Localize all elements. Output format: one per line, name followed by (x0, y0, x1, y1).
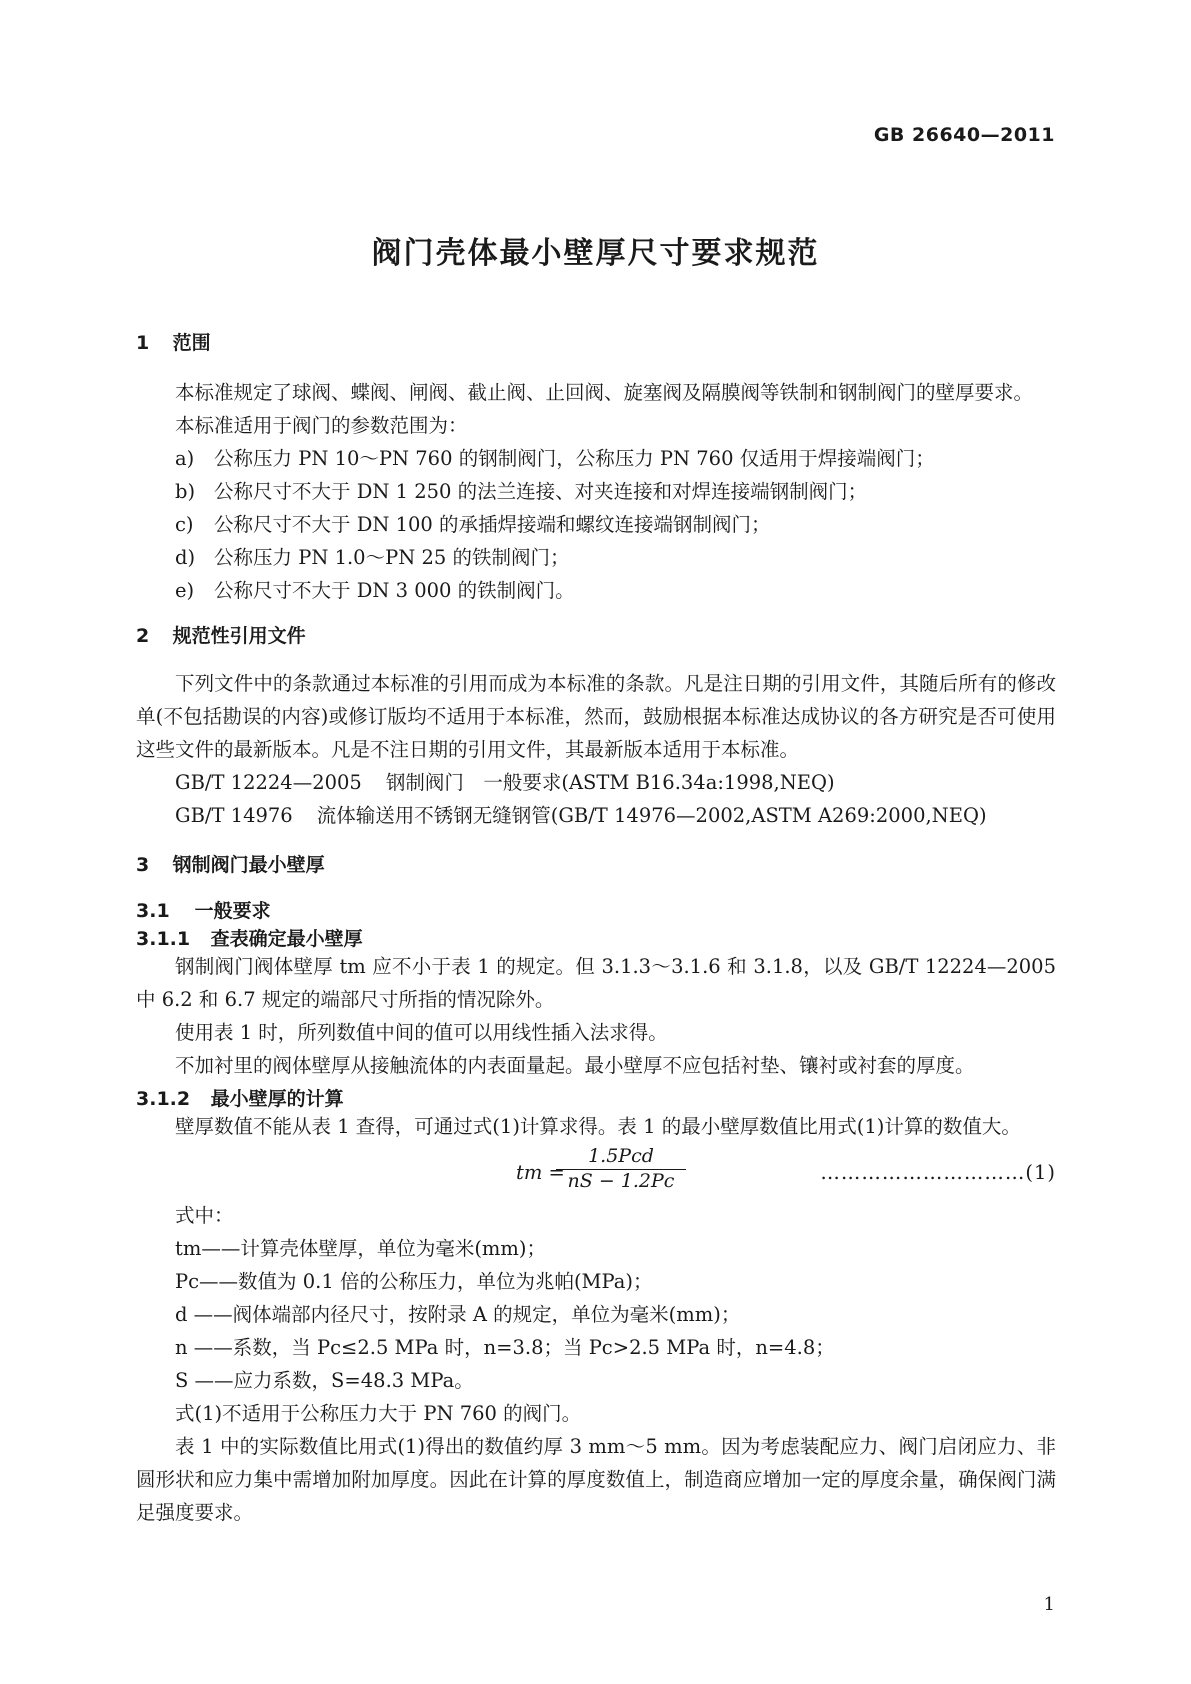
paragraph-3-1-1-a: 钢制阀门阀体壁厚 tm 应不小于表 1 的规定。但 3.1.3～3.1.6 和 3.1.8，以及 GB/T 12224—2005 中 6.2 和 6.7 规定的端部尺寸所指的情况除外。 (136, 955, 1056, 1011)
list-item-text: 公称压力 PN 10～PN 760 的钢制阀门，公称压力 PN 760 仅适用于焊接端阀门； (214, 447, 935, 470)
paragraph-3-1-2-b: 式(1)不适用于公称压力大于 PN 760 的阀门。 (175, 1402, 582, 1425)
paragraph-3-1-1-b: 使用表 1 时，所列数值中间的值可以用线性插入法求得。 (175, 1021, 668, 1044)
reference-title: 钢制阀门 一般要求(ASTM B16.34a:1998,NEQ) (385, 771, 835, 794)
formula-fraction (556, 1145, 686, 1192)
definition-tm: tm——计算壳体壁厚，单位为毫米(mm)； (175, 1237, 547, 1260)
definition-s: S ——应力系数，S=48.3 MPa。 (175, 1369, 474, 1392)
section-1-heading (136, 328, 1056, 354)
section-title: 规范性引用文件 (172, 625, 306, 647)
document-title: 阀门壳体最小壁厚尺寸要求规范 (371, 236, 820, 271)
section-number: 2 (136, 625, 150, 647)
reference-item (136, 799, 1056, 832)
formula-number: …………………………(1) (820, 1161, 1056, 1184)
reference-code: GB/T 12224—2005 (175, 771, 362, 794)
page-number: 1 (1043, 1594, 1055, 1615)
list-marker: d) (175, 546, 196, 569)
section-3-1-2-heading (136, 1084, 1056, 1110)
scope-paragraph-2: 本标准适用于阀门的参数范围为： (175, 414, 468, 437)
section-number: 3 (136, 854, 150, 876)
definition-pc: Pc——数值为 0.1 倍的公称压力，单位为兆帕(MPa)； (175, 1270, 653, 1293)
formula-denominator: nS − 1.2Pc (567, 1170, 675, 1192)
document-body (136, 328, 1056, 1529)
section-3-heading (136, 850, 1056, 876)
list-marker: c) (175, 513, 194, 536)
scope-item-a (136, 442, 1056, 475)
references-paragraph: 下列文件中的条款通过本标准的引用而成为本标准的条款。凡是注日期的引用文件，其随后所有的修改单(不包括勘误的内容)或修订版均不适用于本标准，然而，鼓励根据本标准达成协议的各方研究是否可使用这些文件的最新版本。凡是不注日期的引用文件，其最新版本适用于本标准。 (136, 672, 1056, 761)
paragraph-3-1-2-a: 壁厚数值不能从表 1 查得，可通过式(1)计算求得。表 1 的最小壁厚数值比用式(1)计算的数值大。 (175, 1115, 1021, 1138)
section-2-heading (136, 621, 1056, 647)
standard-number: GB 26640—2011 (873, 124, 1055, 146)
formula-lhs: tm = (516, 1161, 565, 1184)
section-title: 一般要求 (194, 900, 271, 922)
formula-1 (136, 1143, 1056, 1199)
definition-d: d ——阀体端部内径尺寸，按附录 A 的规定，单位为毫米(mm)； (175, 1303, 741, 1326)
section-title: 最小壁厚的计算 (210, 1088, 344, 1110)
scope-item-d (136, 541, 1056, 574)
section-title: 查表确定最小壁厚 (210, 928, 363, 950)
section-3-1-1-heading (136, 924, 1056, 950)
scope-paragraph-1: 本标准规定了球阀、蝶阀、闸阀、截止阀、止回阀、旋塞阀及隔膜阀等铁制和钢制阀门的壁厚要求。 (175, 381, 1034, 404)
reference-title: 流体输送用不锈钢无缝钢管(GB/T 14976—2002,ASTM A269:2000,NEQ) (316, 804, 987, 827)
definition-n: n ——系数，当 Pc≤2.5 MPa 时，n=3.8；当 Pc>2.5 MPa 时，n=4.8； (175, 1336, 835, 1359)
list-marker: e) (175, 579, 195, 602)
formula-numerator: 1.5Pcd (556, 1145, 686, 1170)
scope-item-c (136, 508, 1056, 541)
where-label: 式中： (175, 1204, 234, 1227)
section-title: 钢制阀门最小壁厚 (172, 854, 325, 876)
paragraph-3-1-2-c: 表 1 中的实际数值比用式(1)得出的数值约厚 3 mm～5 mm。因为考虑装配应力、阀门启闭应力、非圆形状和应力集中需增加附加厚度。因此在计算的厚度数值上，制造商应增加一定的厚度余量，确保阀门满足强度要求。 (136, 1435, 1056, 1524)
reference-code: GB/T 14976 (175, 804, 293, 827)
scope-item-e (136, 574, 1056, 607)
section-number: 3.1 (136, 900, 170, 922)
list-item-text: 公称尺寸不大于 DN 100 的承插焊接端和螺纹连接端钢制阀门； (214, 513, 771, 536)
section-3-1-heading (136, 896, 1056, 922)
section-number: 1 (136, 332, 150, 354)
list-marker: a) (175, 447, 195, 470)
list-item-text: 公称尺寸不大于 DN 3 000 的铁制阀门。 (214, 579, 575, 602)
list-item-text: 公称压力 PN 1.0～PN 25 的铁制阀门； (214, 546, 570, 569)
scope-item-b (136, 475, 1056, 508)
reference-item (136, 766, 1056, 799)
list-marker: b) (175, 480, 196, 503)
section-number: 3.1.2 (136, 1088, 191, 1110)
section-title: 范围 (172, 332, 211, 354)
list-item-text: 公称尺寸不大于 DN 1 250 的法兰连接、对夹连接和对焊连接端钢制阀门； (214, 480, 868, 503)
section-number: 3.1.1 (136, 928, 191, 950)
paragraph-3-1-1-c: 不加衬里的阀体壁厚从接触流体的内表面量起。最小壁厚不应包括衬垫、镶衬或衬套的厚度。 (175, 1054, 975, 1077)
